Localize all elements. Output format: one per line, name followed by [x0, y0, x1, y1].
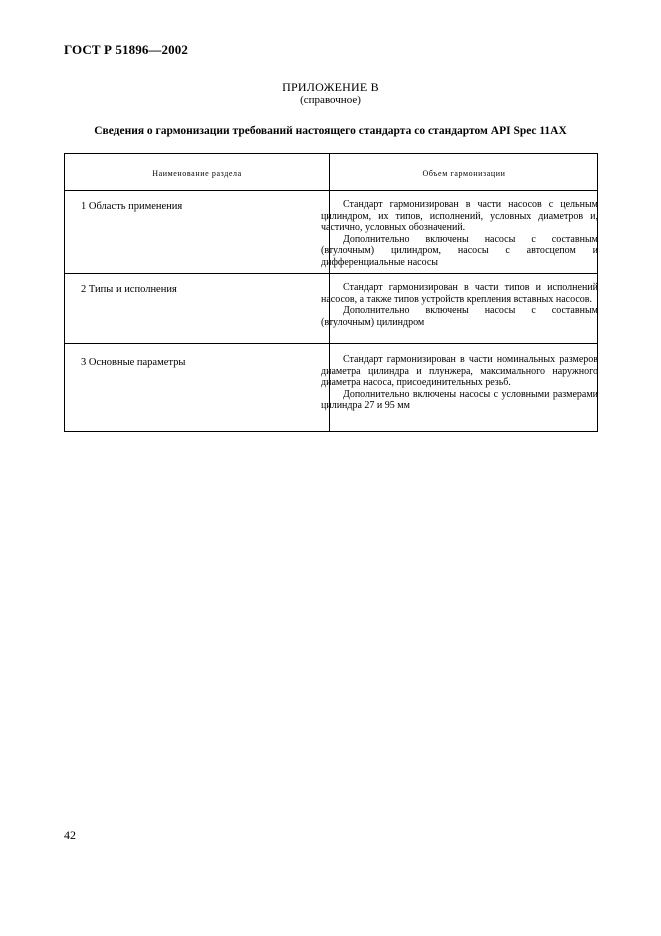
column-header-section: Наименование раздела — [152, 169, 242, 178]
appendix-subtitle: (справочное) — [300, 94, 361, 106]
table-caption: Сведения о гармонизации требований настоящего стандарта со стандартом API Spec 11AX — [94, 125, 567, 137]
row-divider — [65, 343, 597, 344]
table-row-section-name: 1 Область применения — [81, 201, 183, 212]
row-divider — [65, 273, 597, 274]
scope-paragraph: Стандарт гармонизирован в части номинальных размеров диаметра цилиндра и плунжера, максимального наружного диаметра насоса, присоединительных резьб. — [321, 354, 598, 388]
table-row-section-name: 3 Основные параметры — [81, 357, 186, 368]
scope-paragraph: Стандарт гармонизирован в части насосов с цельным цилиндром, их типов, исполнений, условных диаметров и, частично, условных обозначений. — [321, 199, 598, 233]
table-row-scope — [321, 199, 598, 268]
harmonization-table — [64, 153, 598, 432]
column-header-scope: Объем гармонизации — [422, 169, 506, 178]
document-id: ГОСТ Р 51896—2002 — [64, 42, 188, 57]
scope-paragraph: Дополнительно включены насосы с составным (втулочным) цилиндром, насосы с автосцепом и дифференциальные насосы — [321, 233, 598, 268]
table-row-scope — [321, 282, 598, 328]
scope-paragraph: Дополнительно включены насосы с составным (втулочным) цилиндром — [321, 305, 598, 328]
table-row-scope — [321, 354, 598, 412]
scope-paragraph: Дополнительно включены насосы с условными размерами цилиндра 27 и 95 мм — [321, 388, 598, 411]
table-row-section-name: 2 Типы и исполнения — [81, 284, 177, 295]
scope-paragraph: Стандарт гармонизирован в части типов и исполнений насосов, а также типов устройств крепления вставных насосов. — [321, 282, 598, 305]
appendix-title: ПРИЛОЖЕНИЕ В — [282, 80, 379, 94]
header-row-divider — [65, 190, 597, 191]
page-number: 42 — [64, 828, 76, 842]
